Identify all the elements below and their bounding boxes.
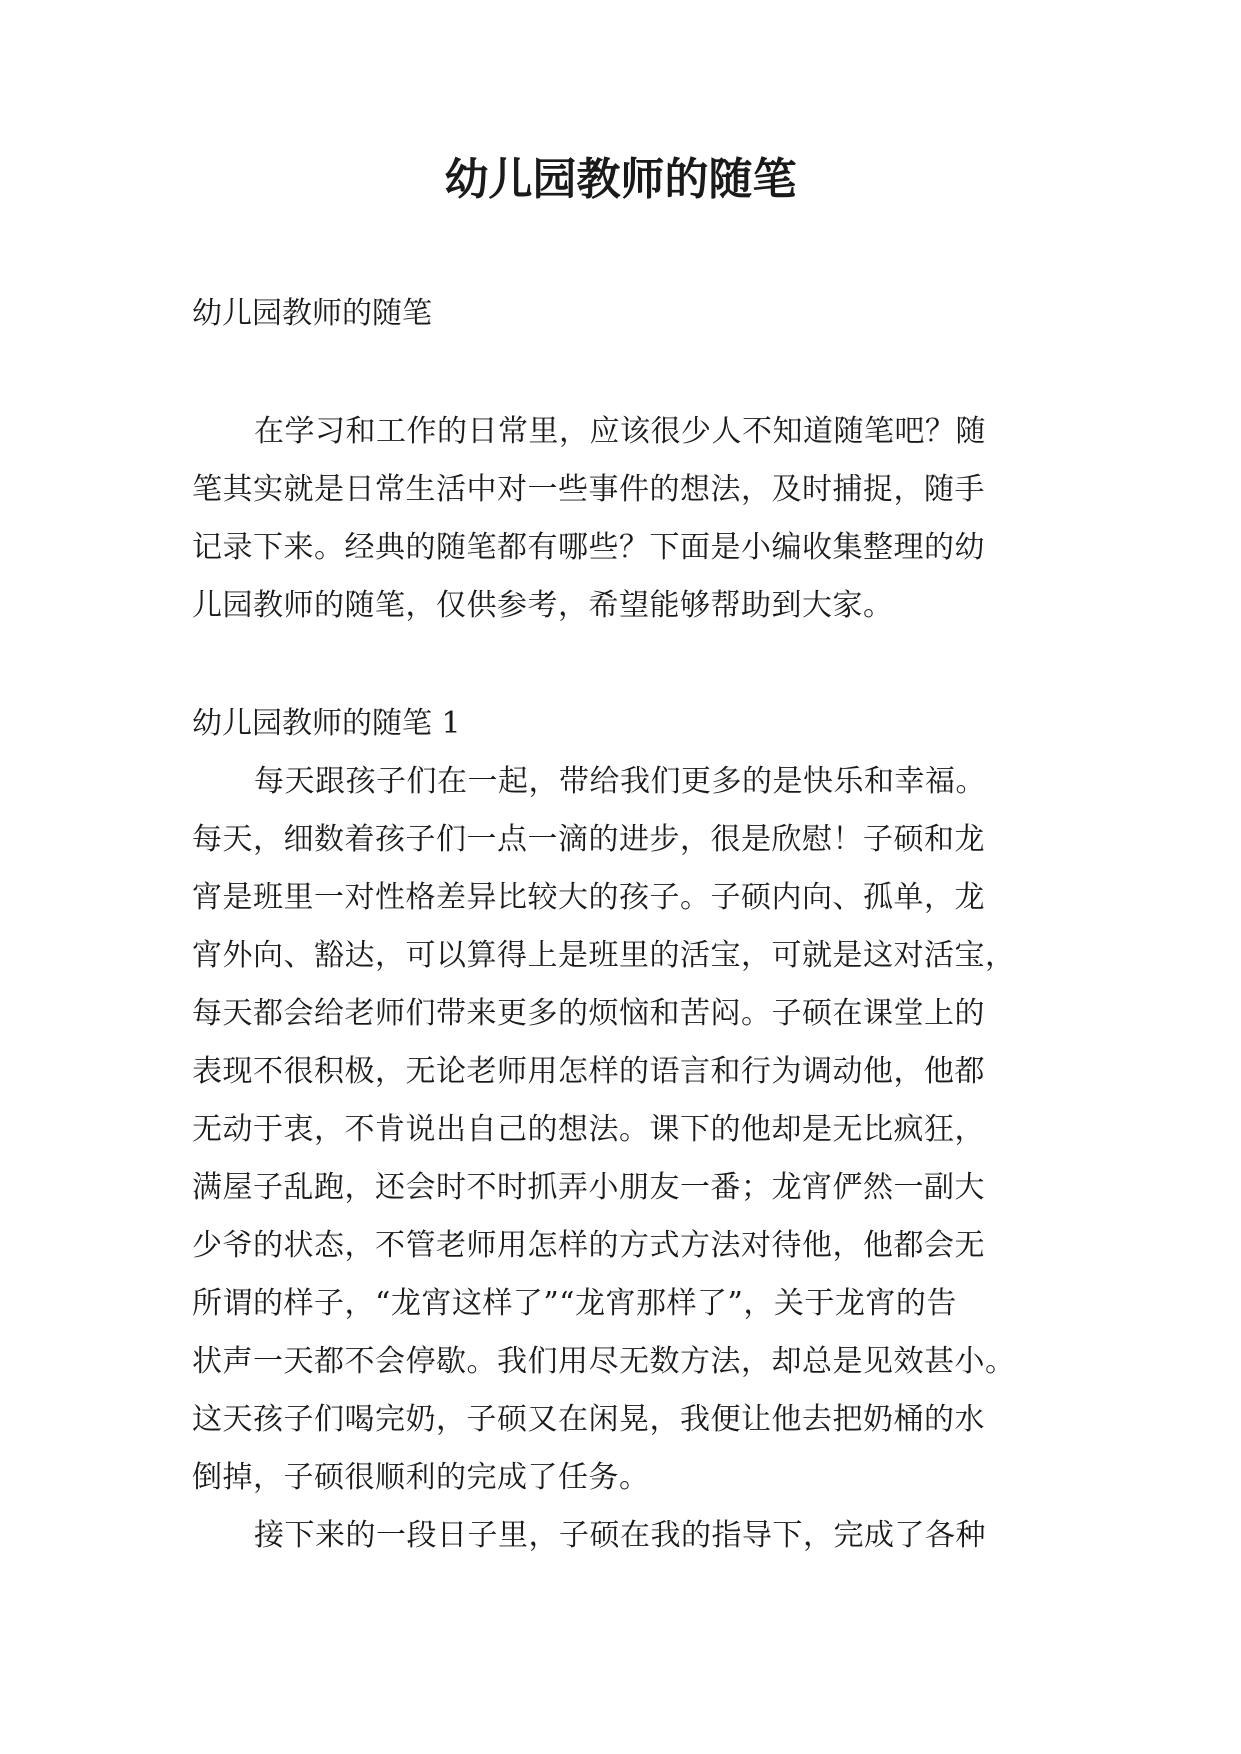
intro-line: 笔其实就是日常生活中对一些事件的想法，及时捕捉，随手	[192, 472, 985, 507]
paragraph-line: 宵是班里一对性格差异比较大的孩子。子硕内向、孤单，龙	[192, 880, 985, 915]
intro-line: 儿园教师的随笔，仅供参考，希望能够帮助到大家。	[192, 588, 894, 623]
paragraph-line: 无动于衷，不肯说出自己的想法。课下的他却是无比疯狂，	[192, 1112, 985, 1147]
paragraph-line: 每天跟孩子们在一起，带给我们更多的是快乐和幸福。	[254, 764, 986, 799]
paragraph-line: 状声一天都不会停歇。我们用尽无数方法，却总是见效甚小。	[192, 1344, 1016, 1379]
intro-line: 记录下来。经典的随笔都有哪些？下面是小编收集整理的幼	[192, 530, 985, 565]
paragraph-line: 每天都会给老师们带来更多的烦恼和苦闷。子硕在课堂上的	[192, 996, 985, 1031]
paragraph-line: 少爷的状态，不管老师用怎样的方式方法对待他，他都会无	[192, 1228, 985, 1263]
document-title: 幼儿园教师的随笔	[444, 154, 797, 205]
document-body	[192, 285, 1052, 1565]
spacer	[192, 343, 1052, 403]
intro-paragraph	[192, 403, 1052, 635]
paragraph-line: 满屋子乱跑，还会时不时抓弄小朋友一番；龙宵俨然一副大	[192, 1170, 985, 1205]
paragraph-line: 这天孩子们喝完奶，子硕又在闲晃，我便让他去把奶桶的水	[192, 1402, 985, 1437]
paragraph-line: 表现不很积极，无论老师用怎样的语言和行为调动他，他都	[192, 1054, 985, 1089]
paragraph-line: 倒掉，子硕很顺利的完成了任务。	[192, 1460, 650, 1495]
section-heading: 幼儿园教师的随笔 1	[192, 706, 461, 741]
intro-line: 在学习和工作的日常里，应该很少人不知道随笔吧？随	[254, 414, 986, 449]
paragraph-line: 接下来的一段日子里，子硕在我的指导下，完成了各种	[254, 1518, 986, 1553]
paragraph-line: 宵外向、豁达，可以算得上是班里的活宝，可就是这对活宝，	[192, 938, 1016, 973]
paragraph-1	[192, 753, 1052, 1507]
paragraph-2	[192, 1507, 1052, 1565]
paragraph-line: 每天，细数着孩子们一点一滴的进步，很是欣慰！子硕和龙	[192, 822, 985, 857]
paragraph-line: 所谓的样子，“龙宵这样了”“龙宵那样了”，关于龙宵的告	[192, 1286, 957, 1321]
document-subtitle: 幼儿园教师的随笔	[192, 296, 432, 331]
spacer	[192, 635, 1052, 695]
